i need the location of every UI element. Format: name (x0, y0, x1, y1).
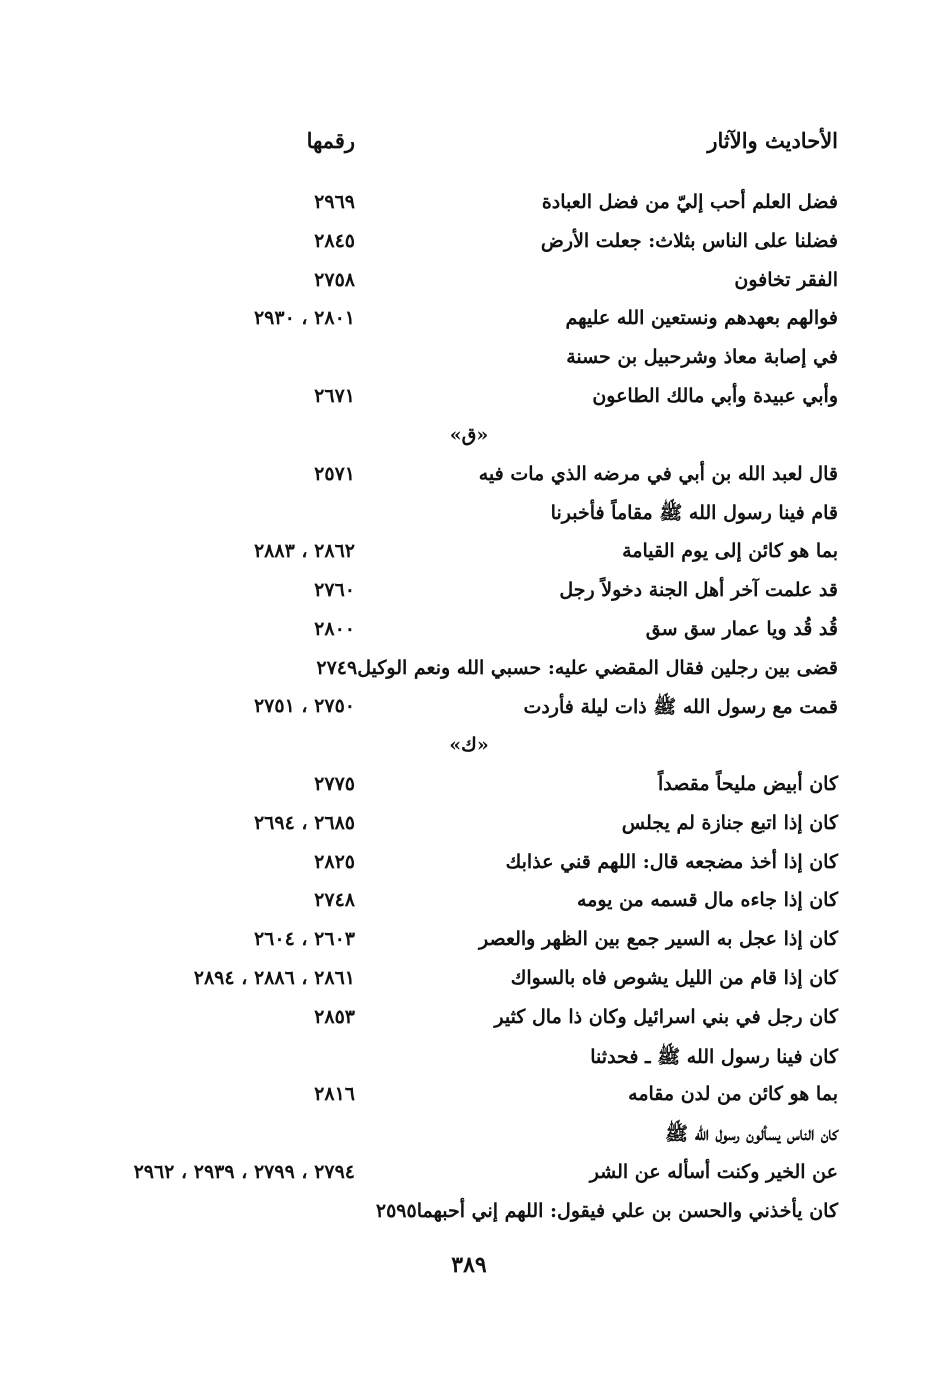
index-entry (0, 1122, 938, 1160)
index-entry (0, 307, 938, 345)
entry-text: فضل العلم أحب إليّ من فضل العبادة (541, 191, 838, 213)
entry-numbers: ٢٧٥٠ ، ٢٧٥١ (253, 695, 355, 717)
entry-text: كان إذا عجل به السير جمع بين الظهر والعصر (478, 928, 838, 950)
entry-numbers: ٢٩٦٩ (314, 191, 355, 213)
entry-text: بما هو كائن من لدن مقامه (628, 1083, 838, 1105)
index-entry (0, 967, 938, 1005)
entry-text: فوالهم بعهدهم ونستعين الله عليهم (565, 307, 838, 329)
entry-text: كان إذا أخذ مضجعه قال: اللهم قني عذابك (505, 851, 838, 873)
entry-numbers: ٢٨٥٣ (314, 1006, 355, 1028)
entry-numbers: ٢٥٧١ (314, 463, 355, 485)
entry-numbers: ٢٨٠٠ (314, 618, 355, 640)
index-entry (0, 346, 938, 384)
index-entry (0, 1006, 938, 1044)
entry-text: فضلنا على الناس بثلاث: جعلت الأرض (540, 230, 838, 252)
entry-numbers: ٢٨١٦ (314, 1083, 355, 1105)
entry-numbers: ٢٨٦٢ ، ٢٨٨٣ (253, 540, 355, 562)
section-letter: «ق» (449, 424, 489, 446)
page-number: ٣٨٩ (451, 1252, 487, 1278)
entry-text: قال لعبد الله بن أبي في مرضه الذي مات فيه (478, 463, 838, 485)
entry-numbers: ٢٨٤٥ (314, 230, 355, 252)
index-entry (0, 657, 938, 695)
index-entry (0, 851, 938, 889)
entry-numbers: ٢٧٧٥ (314, 773, 355, 795)
entry-text: كان إذا جاءه مال قسمه من يومه (577, 889, 838, 911)
index-entry (0, 773, 938, 811)
entry-text: قمت مع رسول الله ﷺ ذات ليلة فأردت (523, 696, 838, 718)
entry-text: كان الناس يسألون رسول الله ﷺ (665, 1123, 838, 1145)
entry-text: كان يأخذني والحسن بن علي فيقول: اللهم إني أحبهما٢٥٩٥ (375, 1200, 838, 1222)
entry-text: قضى بين رجلين فقال المقضي عليه: حسبي الله ونعم الوكيل٢٧٤٩ (316, 657, 838, 679)
index-entry (0, 1200, 938, 1238)
entry-numbers: ٢٦٠٣ ، ٢٦٠٤ (253, 928, 355, 950)
entry-text: وأبي عبيدة وأبي مالك الطاعون (592, 385, 838, 407)
entry-text: كان أبيض مليحاً مقصداً (658, 773, 838, 795)
entry-text: بما هو كائن إلى يوم القيامة (622, 540, 838, 562)
entry-text: قُد قُد ويا عمار سق سق (645, 618, 838, 640)
index-entry (0, 230, 938, 268)
entry-text: في إصابة معاذ وشرحبيل بن حسنة (566, 346, 838, 368)
index-entry (0, 1045, 938, 1083)
entry-text: كان إذا اتبع جنازة لم يجلس (621, 812, 838, 834)
entry-numbers: ٢٧٩٤ ، ٢٧٩٩ ، ٢٩٣٩ ، ٢٩٦٢ (133, 1161, 355, 1183)
index-entry (0, 1161, 938, 1199)
entry-numbers: ٢٧٥٨ (314, 269, 355, 291)
index-entry (0, 463, 938, 501)
section-letter: «ك» (449, 734, 489, 756)
index-entry (0, 385, 938, 423)
entry-text: كان إذا قام من الليل يشوص فاه بالسواك (510, 967, 838, 989)
entry-text: قام فينا رسول الله ﷺ مقاماً فأخبرنا (550, 502, 838, 524)
entry-numbers: ٢٨٠١ ، ٢٩٣٠ (253, 307, 355, 329)
index-entry (0, 269, 938, 307)
index-entry (0, 928, 938, 966)
index-entry (0, 695, 938, 733)
entry-numbers: ٢٧٤٨ (314, 889, 355, 911)
column-header-number: رقمها (306, 128, 355, 153)
entry-numbers: ٢٦٨٥ ، ٢٦٩٤ (253, 812, 355, 834)
entry-text: قد علمت آخر أهل الجنة دخولاً رجل (559, 579, 838, 601)
index-entry (0, 889, 938, 927)
entry-text: الفقر تخافون (734, 269, 838, 291)
index-entry (0, 1083, 938, 1121)
index-entry (0, 618, 938, 656)
entry-text: عن الخير وكنت أسأله عن الشر (589, 1161, 838, 1183)
entry-text: كان رجل في بني اسرائيل وكان ذا مال كثير (494, 1006, 838, 1028)
index-entry (0, 540, 938, 578)
entry-text: كان فينا رسول الله ﷺ ـ فحدثنا (590, 1046, 838, 1068)
entry-numbers: ٢٨٢٥ (314, 851, 355, 873)
entry-numbers: ٢٧٦٠ (314, 579, 355, 601)
index-entry (0, 191, 938, 229)
column-header-hadith: الأحاديث والآثار (707, 128, 838, 153)
index-entry (0, 579, 938, 617)
entry-numbers: ٢٨٦١ ، ٢٨٨٦ ، ٢٨٩٤ (193, 967, 355, 989)
entry-numbers: ٢٦٧١ (314, 385, 355, 407)
index-entry (0, 501, 938, 539)
index-entry (0, 812, 938, 850)
